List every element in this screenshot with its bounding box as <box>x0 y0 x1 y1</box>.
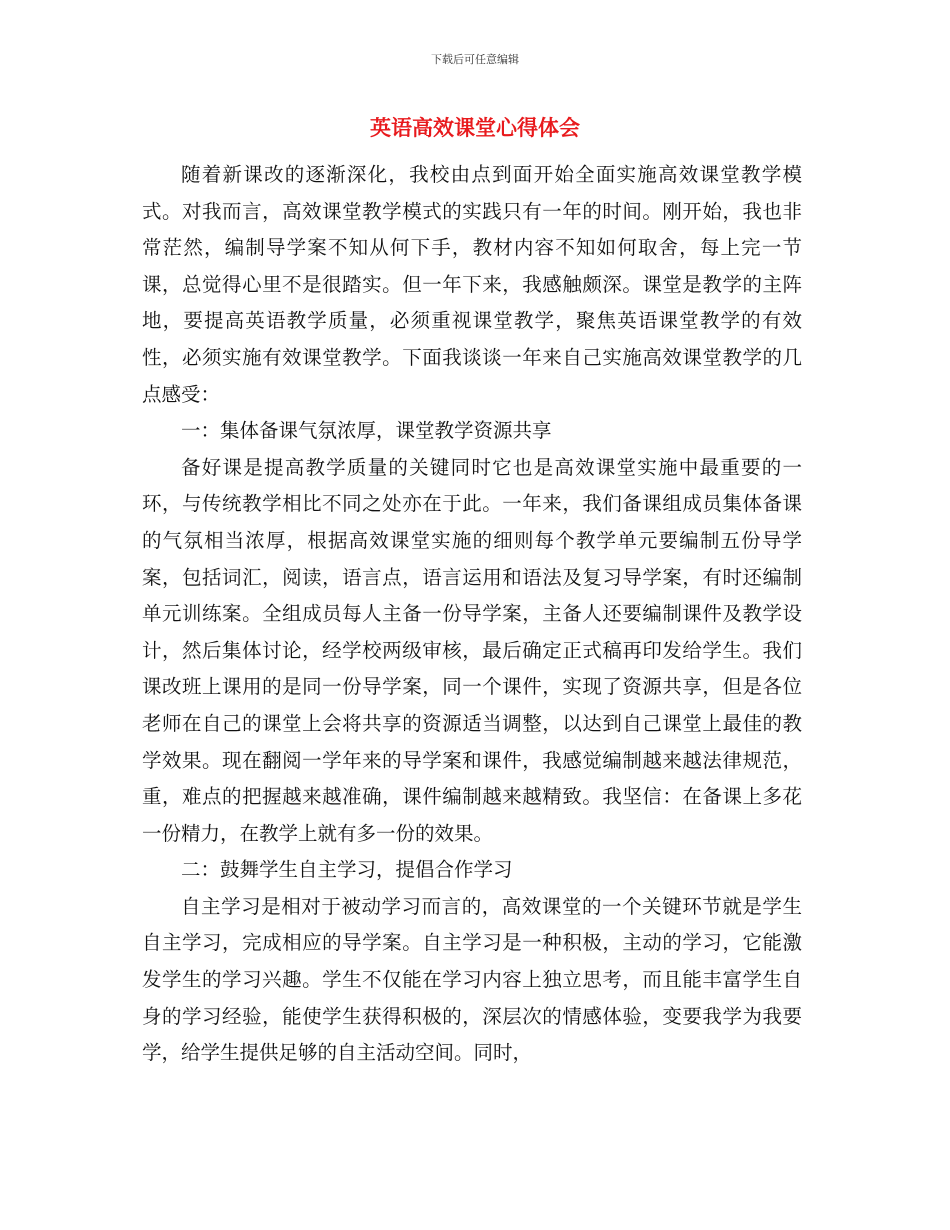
paragraph-intro: 随着新课改的逐渐深化，我校由点到面开始全面实施高效课堂教学模式。对我而言，高效课堂教学模式的实践只有一年的时间。刚开始，我也非常茫然，编制导学案不知从何下手，教材内容不知如何取舍，每上完一节课，总觉得心里不是很踏实。但一年下来，我感触颇深。课堂是教学的主阵地，要提高英语教学质量，必须重视课堂教学，聚焦英语课堂教学的有效性，必须实施有效课堂教学。下面我谈谈一年来自己实施高效课堂教学的几点感受： <box>142 163 802 406</box>
document-body <box>142 157 802 1072</box>
document-title: 英语高效课堂心得体会 <box>370 116 580 140</box>
paragraph-section-1: 备好课是提高教学质量的关键同时它也是高效课堂实施中最重要的一环，与传统教学相比不同之处亦在于此。一年来，我们备课组成员集体备课的气氛相当浓厚，根据高效课堂实施的细则每个教学单元要编制五份导学案，包括词汇，阅读，语言点，语言运用和语法及复习导学案，有时还编制单元训练案。全组成员每人主备一份导学案，主备人还要编制课件及教学设计，然后集体讨论，经学校两级审核，最后确定正式稿再印发给学生。我们课改班上课用的是同一份导学案，同一个课件，实现了资源共享，但是各位老师在自己的课堂上会将共享的资源适当调整，以达到自己课堂上最佳的教学效果。现在翻阅一学年来的导学案和课件，我感觉编制越来越法律规范，重，难点的把握越来越准确，课件编制越来越精致。我坚信：在备课上多花一份精力，在教学上就有多一份的效果。 <box>142 455 802 845</box>
page-header: 下载后可任意编辑 <box>431 53 519 66</box>
paragraph-section-2: 自主学习是相对于被动学习而言的，高效课堂的一个关键环节就是学生自主学习，完成相应的导学案。自主学习是一种积极，主动的学习，它能激发学生的学习兴趣。学生不仅能在学习内容上独立思考，而且能丰富学生自身的学习经验，能使学生获得积极的，深层次的情感体验，变要我学为我要学，给学生提供足够的自主活动空间。同时， <box>142 894 802 1065</box>
section-heading-1: 一：集体备课气氛浓厚，课堂教学资源共享 <box>181 419 552 443</box>
section-heading-2: 二：鼓舞学生自主学习，提倡合作学习 <box>181 858 513 882</box>
